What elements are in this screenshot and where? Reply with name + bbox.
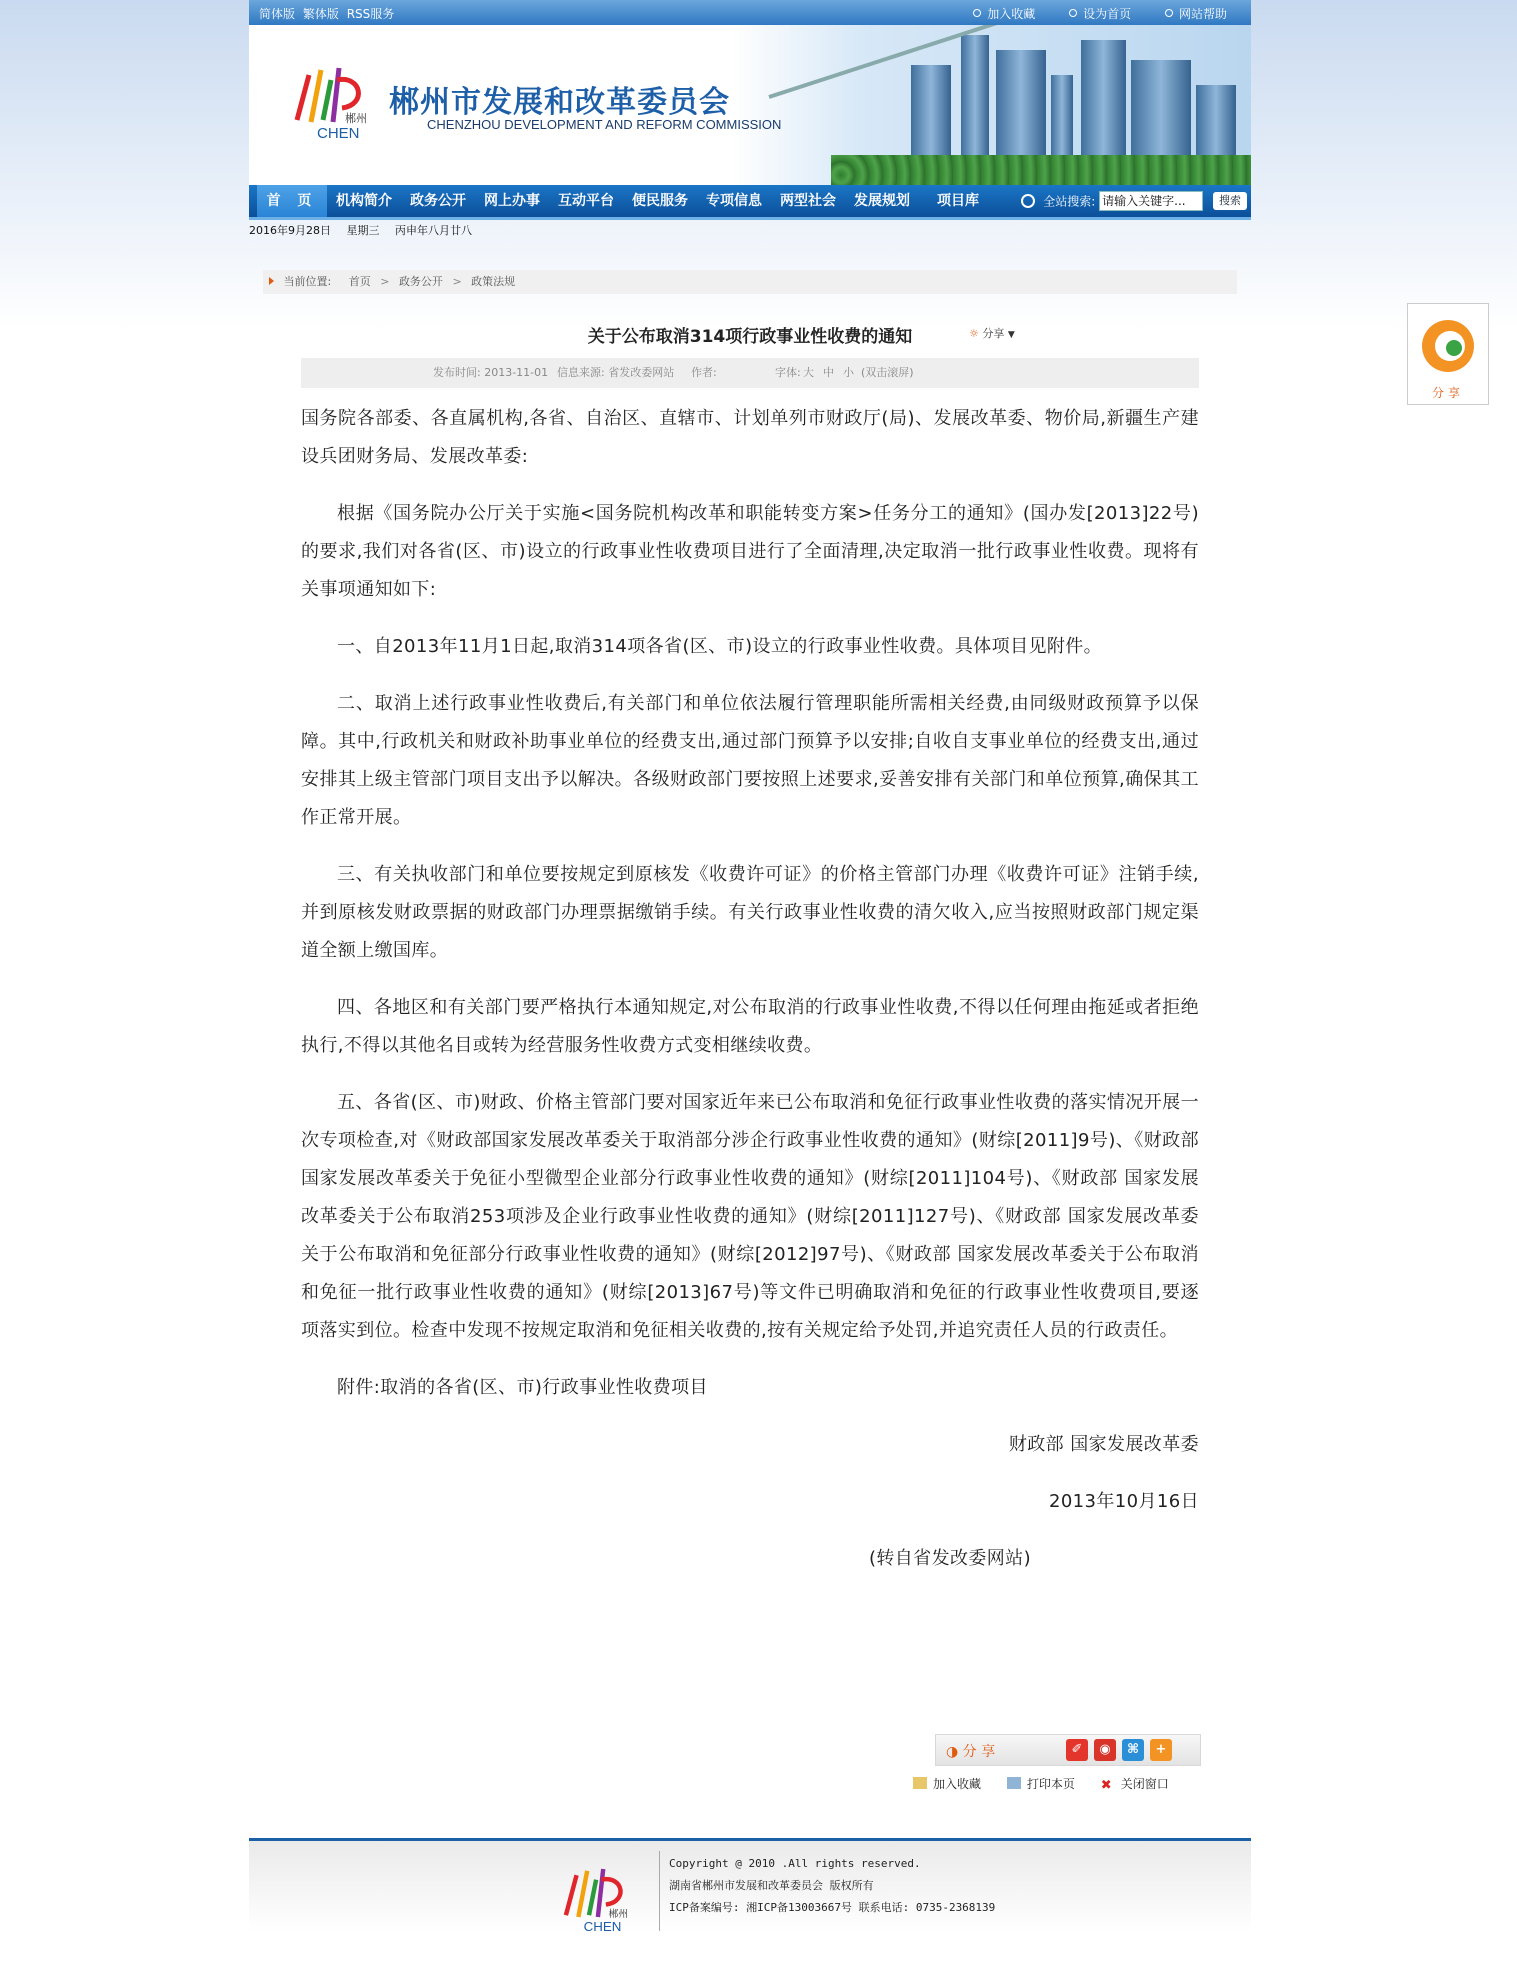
top-bar	[249, 0, 1251, 25]
breadcrumb-gov-affairs[interactable]: 政务公开	[398, 275, 443, 288]
article-source-note: (转自省发改委网站)	[868, 1548, 1031, 1569]
chevron-down-icon: ▼	[1007, 330, 1015, 340]
search-label: 全站搜索:	[1043, 194, 1096, 209]
footer	[249, 1841, 1251, 1971]
version-links	[259, 5, 398, 22]
header-banner	[249, 25, 1251, 185]
date-line	[249, 222, 484, 238]
main-nav	[249, 185, 1251, 220]
nav-project-library[interactable]: 项目库	[937, 193, 979, 209]
printer-icon	[1007, 1777, 1021, 1789]
footer-icp: ICP备案编号: 湘ICP备13003667号 联系电话: 0735-2368139	[669, 1901, 996, 1914]
breadcrumb-label: 当前位置:	[283, 275, 332, 288]
article-paragraph: 根据《国务院办公厅关于实施<国务院机构改革和职能转变方案>任务分工的通知》(国办发[2013]22号)的要求,我们对各省(区、市)设立的行政事业性收费项目进行了全面清理,决定取消一批行政事业性收费。现将有关事项通知如下:	[301, 503, 1199, 600]
current-weekday: 星期三	[346, 224, 380, 237]
breadcrumb-home[interactable]: 首页	[348, 275, 371, 288]
close-window-action[interactable]: ✖ 关闭窗口	[1100, 1777, 1169, 1793]
info-source: 信息来源: 省发改委网站	[557, 366, 675, 379]
nav-gov-affairs[interactable]: 政务公开	[410, 193, 466, 209]
title-share-button[interactable]	[969, 325, 1015, 341]
print-page-action[interactable]: 打印本页	[1007, 1777, 1075, 1791]
site-title: 郴州市发展和改革委员会	[389, 85, 730, 120]
font-small-button[interactable]: 小	[843, 366, 854, 379]
add-favorite-link[interactable]: 加入收藏	[973, 7, 1035, 21]
font-medium-button[interactable]: 中	[823, 366, 834, 379]
footer-owner: 湖南省郴州市发展和改革委员会 版权所有	[669, 1879, 874, 1892]
folder-icon	[913, 1777, 927, 1789]
rss-link[interactable]: RSS服务	[346, 7, 395, 21]
page-actions	[913, 1775, 1191, 1792]
breadcrumb	[263, 270, 1237, 294]
breadcrumb-arrow-icon	[269, 277, 274, 285]
double-click-scroll-hint: (双击滚屏)	[861, 366, 914, 379]
simplified-link[interactable]: 简体版	[259, 7, 296, 21]
font-size-label: 字体:	[775, 366, 801, 379]
svg-text:郴州: 郴州	[608, 1909, 629, 1920]
breadcrumb-separator-icon: >	[452, 275, 462, 288]
more-icon[interactable]: +	[1150, 1739, 1172, 1761]
site-logo[interactable]	[287, 50, 377, 140]
weibo-icon[interactable]: ◉	[1094, 1739, 1116, 1761]
font-large-button[interactable]: 大	[803, 366, 814, 379]
site-title-en: CHENZHOU DEVELOPMENT AND REFORM COMMISSION	[427, 117, 782, 132]
current-date: 2016年9月28日	[249, 224, 331, 237]
article-meta	[301, 358, 1199, 388]
traditional-link[interactable]: 繁体版	[302, 7, 339, 21]
publish-time: 发布时间: 2013-11-01	[433, 366, 549, 379]
search-icon	[1021, 194, 1035, 208]
article-signature: 财政部 国家发展改革委	[1008, 1434, 1199, 1455]
article-body	[301, 400, 1199, 1597]
share-bar	[935, 1734, 1201, 1766]
search-button[interactable]: 搜索	[1213, 192, 1247, 210]
nav-about[interactable]: 机构简介	[336, 193, 392, 209]
logo-en-text: CHEN	[317, 125, 360, 140]
author: 作者:	[691, 366, 717, 379]
nav-home[interactable]: 首 页	[257, 185, 327, 217]
share-logo-icon	[1416, 310, 1480, 380]
footer-text	[669, 1853, 995, 1919]
close-icon: ✖	[1100, 1778, 1112, 1793]
site-search	[1021, 191, 1247, 211]
floating-share-button[interactable]	[1407, 303, 1489, 405]
article-paragraph: 五、各省(区、市)财政、价格主管部门要对国家近年来已公布取消和免征行政事业性收费的落实情况开展一次专项检查,对《财政部国家发展改革委关于取消部分涉企行政事业性收费的通知》(财综[2011]9号)、《财政部 国家发展改革委关于免征小型微型企业部分行政事业性收费的通知》(财综[2011]104号)、《财政部 国家发展改革委关于公布取消253项涉及企业行政事业性收费的通知》(财综[2011]127号)、《财政部 国家发展改革委关于公布取消和免征部分行政事业性收费的通知》(财综[2012]97号)、《财政部 国家发展改革委关于公布取消和免征一批行政事业性收费的通知》(财综[2013]67号)等文件已明确取消和免征的行政事业性收费项目,要逐项落实到位。检查中发现不按规定取消和免征相关收费的,按有关规定给予处罚,并追究责任人员的行政责任。	[301, 1092, 1199, 1341]
article-paragraph: 二、取消上述行政事业性收费后,有关部门和单位依法履行管理职能所需相关经费,由同级财政预算予以保障。其中,行政机关和财政补助事业单位的经费支出,通过部门预算予以安排;自收自支事业单位的经费支出,通过安排其上级主管部门项目支出予以解决。各级财政部门要按照上述要求,妥善安排有关部门和单位预算,确保其工作正常开展。	[301, 693, 1199, 828]
attachment-line: 附件:取消的各省(区、市)行政事业性收费项目	[337, 1377, 708, 1398]
footer-logo	[557, 1853, 637, 1933]
nav-two-type-society[interactable]: 两型社会	[780, 193, 836, 209]
utility-links	[943, 5, 1227, 22]
site-help-link[interactable]: 网站帮助	[1165, 7, 1227, 21]
page-wrapper	[249, 0, 1251, 1977]
qq-icon[interactable]: ⌘	[1122, 1739, 1144, 1761]
search-input[interactable]: 请输入关键字...	[1099, 191, 1203, 211]
article-paragraph: 四、各地区和有关部门要严格执行本通知规定,对公布取消的行政事业性收费,不得以任何理由拖延或者拒绝执行,不得以其他名目或转为经营服务性收费方式变相继续收费。	[301, 997, 1199, 1056]
banner-city-image	[731, 25, 1251, 185]
share-logo-icon: ◑	[946, 1744, 959, 1760]
nav-online-service[interactable]: 网上办事	[484, 193, 540, 209]
breadcrumb-separator-icon: >	[380, 275, 390, 288]
article-date: 2013年10月16日	[1048, 1491, 1199, 1512]
svg-text:CHEN: CHEN	[583, 1919, 622, 1933]
footer-vertical-divider	[659, 1851, 660, 1931]
pdf-icon[interactable]: ✐	[1066, 1739, 1088, 1761]
nav-interaction[interactable]: 互动平台	[558, 193, 614, 209]
add-favorite-action[interactable]: 加入收藏	[913, 1777, 981, 1791]
floating-share-label: 分享	[1431, 386, 1464, 400]
nav-planning[interactable]: 发展规划	[854, 193, 910, 209]
nav-public-service[interactable]: 便民服务	[632, 193, 688, 209]
article-paragraph: 一、自2013年11月1日起,取消314项各省(区、市)设立的行政事业性收费。具体项目见附件。	[337, 636, 1103, 657]
title-share-label: 分享	[982, 327, 1005, 340]
share-label: ◑ 分 享	[946, 1744, 996, 1760]
lunar-date: 丙申年八月廿八	[395, 224, 472, 237]
breadcrumb-policy[interactable]: 政策法规	[471, 275, 516, 288]
logo-cn-text: 郴州	[345, 112, 367, 125]
set-homepage-link[interactable]: 设为首页	[1069, 7, 1131, 21]
footer-copyright: Copyright @ 2010 .All rights reserved.	[669, 1857, 921, 1870]
nav-special-info[interactable]: 专项信息	[706, 193, 762, 209]
article-paragraph: 三、有关执收部门和单位要按规定到原核发《收费许可证》的价格主管部门办理《收费许可证》注销手续,并到原核发财政票据的财政部门办理票据缴销手续。有关行政事业性收费的清欠收入,应当按照财政部门规定渠道全额上缴国库。	[301, 864, 1199, 961]
article-title: 关于公布取消314项行政事业性收费的通知	[587, 327, 913, 347]
share-icon: ☼	[969, 327, 979, 340]
article-paragraph: 国务院各部委、各直属机构,各省、自治区、直辖市、计划单列市财政厅(局)、发展改革委、物价局,新疆生产建设兵团财务局、发展改革委:	[301, 408, 1199, 467]
